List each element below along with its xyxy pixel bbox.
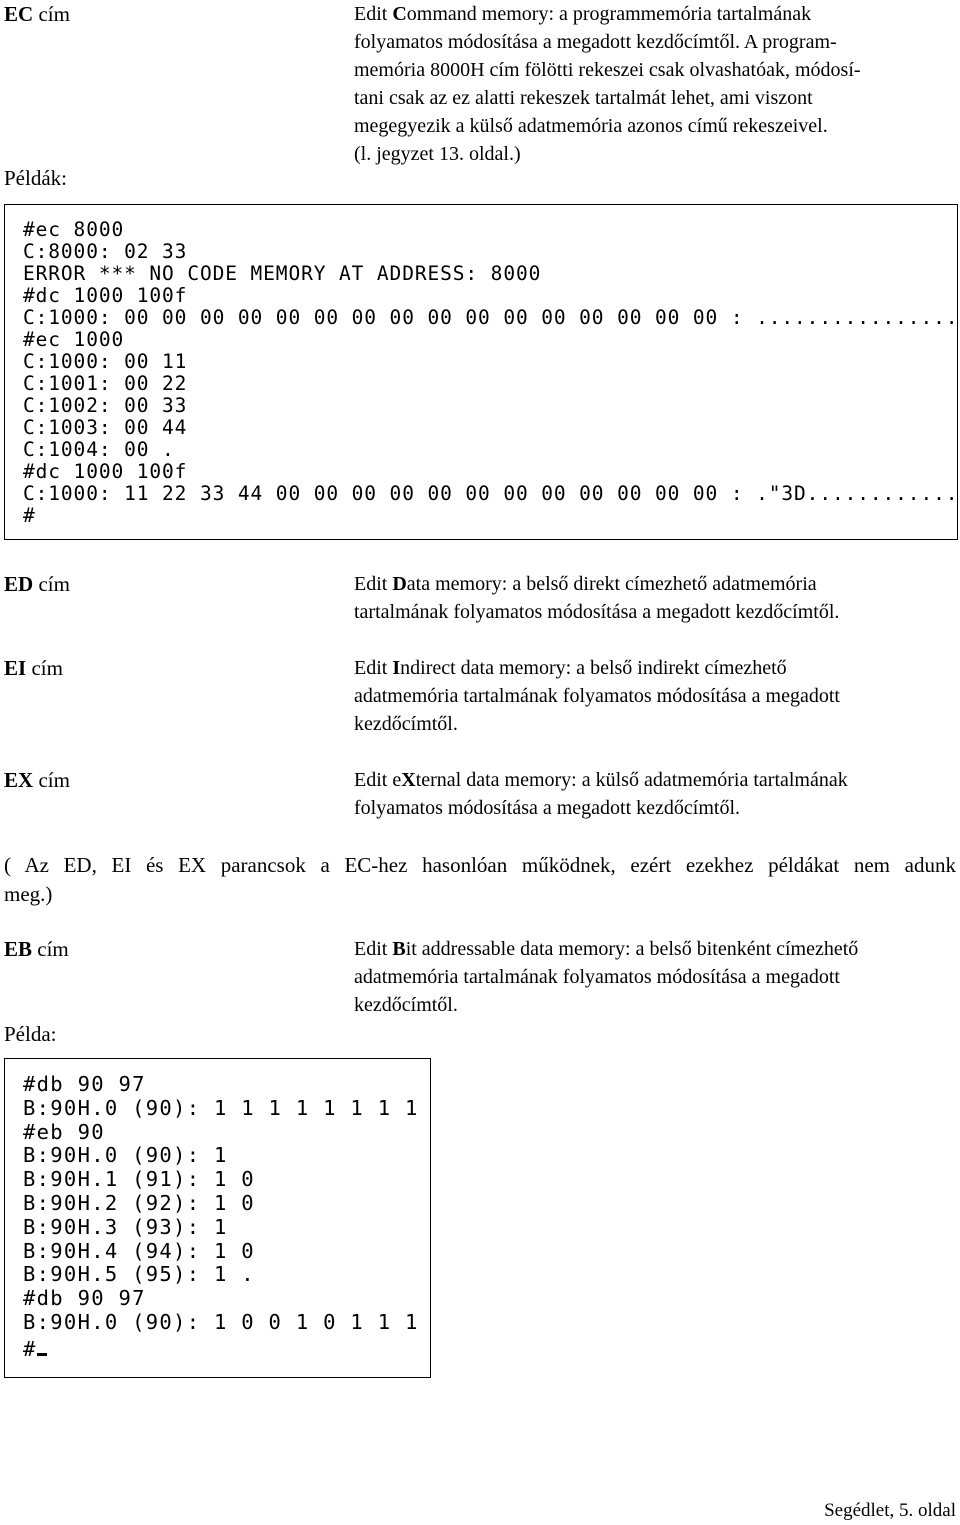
ec-desc-line-6: (l. jegyzet 13. oldal.) [354,143,521,165]
ei-description [354,654,956,738]
eb-desc-line-3: kezdőcímtől. [354,994,458,1016]
terminal-line: C:1001: 00 22 [23,372,188,395]
terminal-line: #dc 1000 100f [23,284,188,307]
terminal-line: B:90H.1 (91): 1 0 [23,1167,255,1192]
ec-desc-line-3: memória 8000H cím fölötti rekeszei csak olvashatóak, módosí- [354,59,861,81]
page-footer: Segédlet, 5. oldal [824,1500,956,1521]
eb-label [4,935,69,963]
terminal-line: C:8000: 02 33 [23,240,188,263]
ex-desc-line-1: Edit eXternal data memory: a külső adatmemória tartalmának [354,769,848,791]
ec-command: EC [4,2,34,26]
note-line-1: ( Az ED, EI és EX parancsok a EC-hez hasonlóan működnek, ezért ezekhez példákat nem adunk [4,853,956,877]
terminal-line: #ec 8000 [23,218,125,241]
ed-label [4,570,70,598]
ec-label [4,0,70,28]
terminal-line: C:1000: 00 00 00 00 00 00 00 00 00 00 00 00 00 00 00 00 : ................ [23,306,959,329]
terminal-line: C:1002: 00 33 [23,394,188,417]
terminal-line: B:90H.0 (90): 1 [23,1143,228,1168]
terminal-screenshot-ec [4,204,958,540]
ed-description [354,570,956,626]
terminal-line: B:90H.0 (90): 1 1 1 1 1 1 1 1 [23,1095,419,1120]
ed-command: ED [4,572,34,596]
ec-arg: cím [38,2,70,26]
terminal-line: ERROR *** NO CODE MEMORY AT ADDRESS: 8000 [23,262,542,285]
ei-label [4,654,63,682]
terminal-prompt: # [23,1335,430,1362]
ex-command: EX [4,768,34,792]
terminal-line: C:1004: 00 . [23,438,175,461]
terminal-line: B:90H.4 (94): 1 0 [23,1238,255,1263]
ex-desc-line-2: folyamatos módosítása a megadott kezdőcímtől. [354,797,741,819]
terminal-line: #eb 90 [23,1119,105,1144]
terminal-line: #ec 1000 [23,328,125,351]
ec-description [354,0,956,168]
examples-label: Példák: [4,166,67,190]
terminal-line: #db 90 97 [23,1286,146,1311]
ec-desc-line-4: tani csak az ez alatti rekeszek tartalmát lehet, ami viszont [354,87,813,109]
terminal-screenshot-eb [4,1058,431,1378]
ei-arg: cím [31,656,63,680]
eb-arg: cím [37,937,69,961]
ei-command: EI [4,656,27,680]
terminal-line: B:90H.2 (92): 1 0 [23,1190,255,1215]
ed-arg: cím [38,572,70,596]
terminal-line: C:1000: 00 11 [23,350,188,373]
note-line-2: meg.) [4,882,53,906]
ex-arg: cím [38,768,70,792]
terminal-line: #dc 1000 100f [23,460,188,483]
ex-description [354,766,956,822]
ec-desc-line-1: Edit Command memory: a programmemória tartalmának [354,3,812,25]
eb-command: EB [4,937,33,961]
cursor-icon [37,1335,47,1356]
ed-desc-line-1: Edit Data memory: a belső direkt címezhető adatmemória [354,573,817,595]
terminal-line: C:1003: 00 44 [23,416,188,439]
eb-description [354,935,956,1019]
ec-desc-line-2: folyamatos módosítása a megadott kezdőcímtől. A program- [354,31,837,53]
terminal-line: B:90H.0 (90): 1 0 0 1 0 1 1 1 [23,1309,419,1334]
example-label: Példa: [4,1022,57,1046]
ei-desc-line-3: kezdőcímtől. [354,713,458,735]
ed-desc-line-2: tartalmának folyamatos módosítása a megadott kezdőcímtől. [354,601,840,623]
eb-desc-line-2: adatmemória tartalmának folyamatos módosítása a megadott [354,966,840,988]
terminal-line: #db 90 97 [23,1072,146,1096]
ei-desc-line-1: Edit Indirect data memory: a belső indirekt címezhető [354,657,787,679]
ec-desc-line-5: megegyezik a külső adatmemória azonos című rekeszeivel. [354,115,828,137]
eb-desc-line-1: Edit Bit addressable data memory: a belső bitenként címezhető [354,938,859,960]
ei-desc-line-2: adatmemória tartalmának folyamatos módosítása a megadott [354,685,840,707]
ex-label [4,766,70,794]
terminal-line: C:1000: 11 22 33 44 00 00 00 00 00 00 00 00 00 00 00 00 : ."3D............ [23,482,959,505]
terminal-line: B:90H.3 (93): 1 [23,1214,228,1239]
terminal-line: B:90H.5 (95): 1 . [23,1262,255,1287]
terminal-line: # [23,504,36,527]
note-paragraph [4,851,956,909]
